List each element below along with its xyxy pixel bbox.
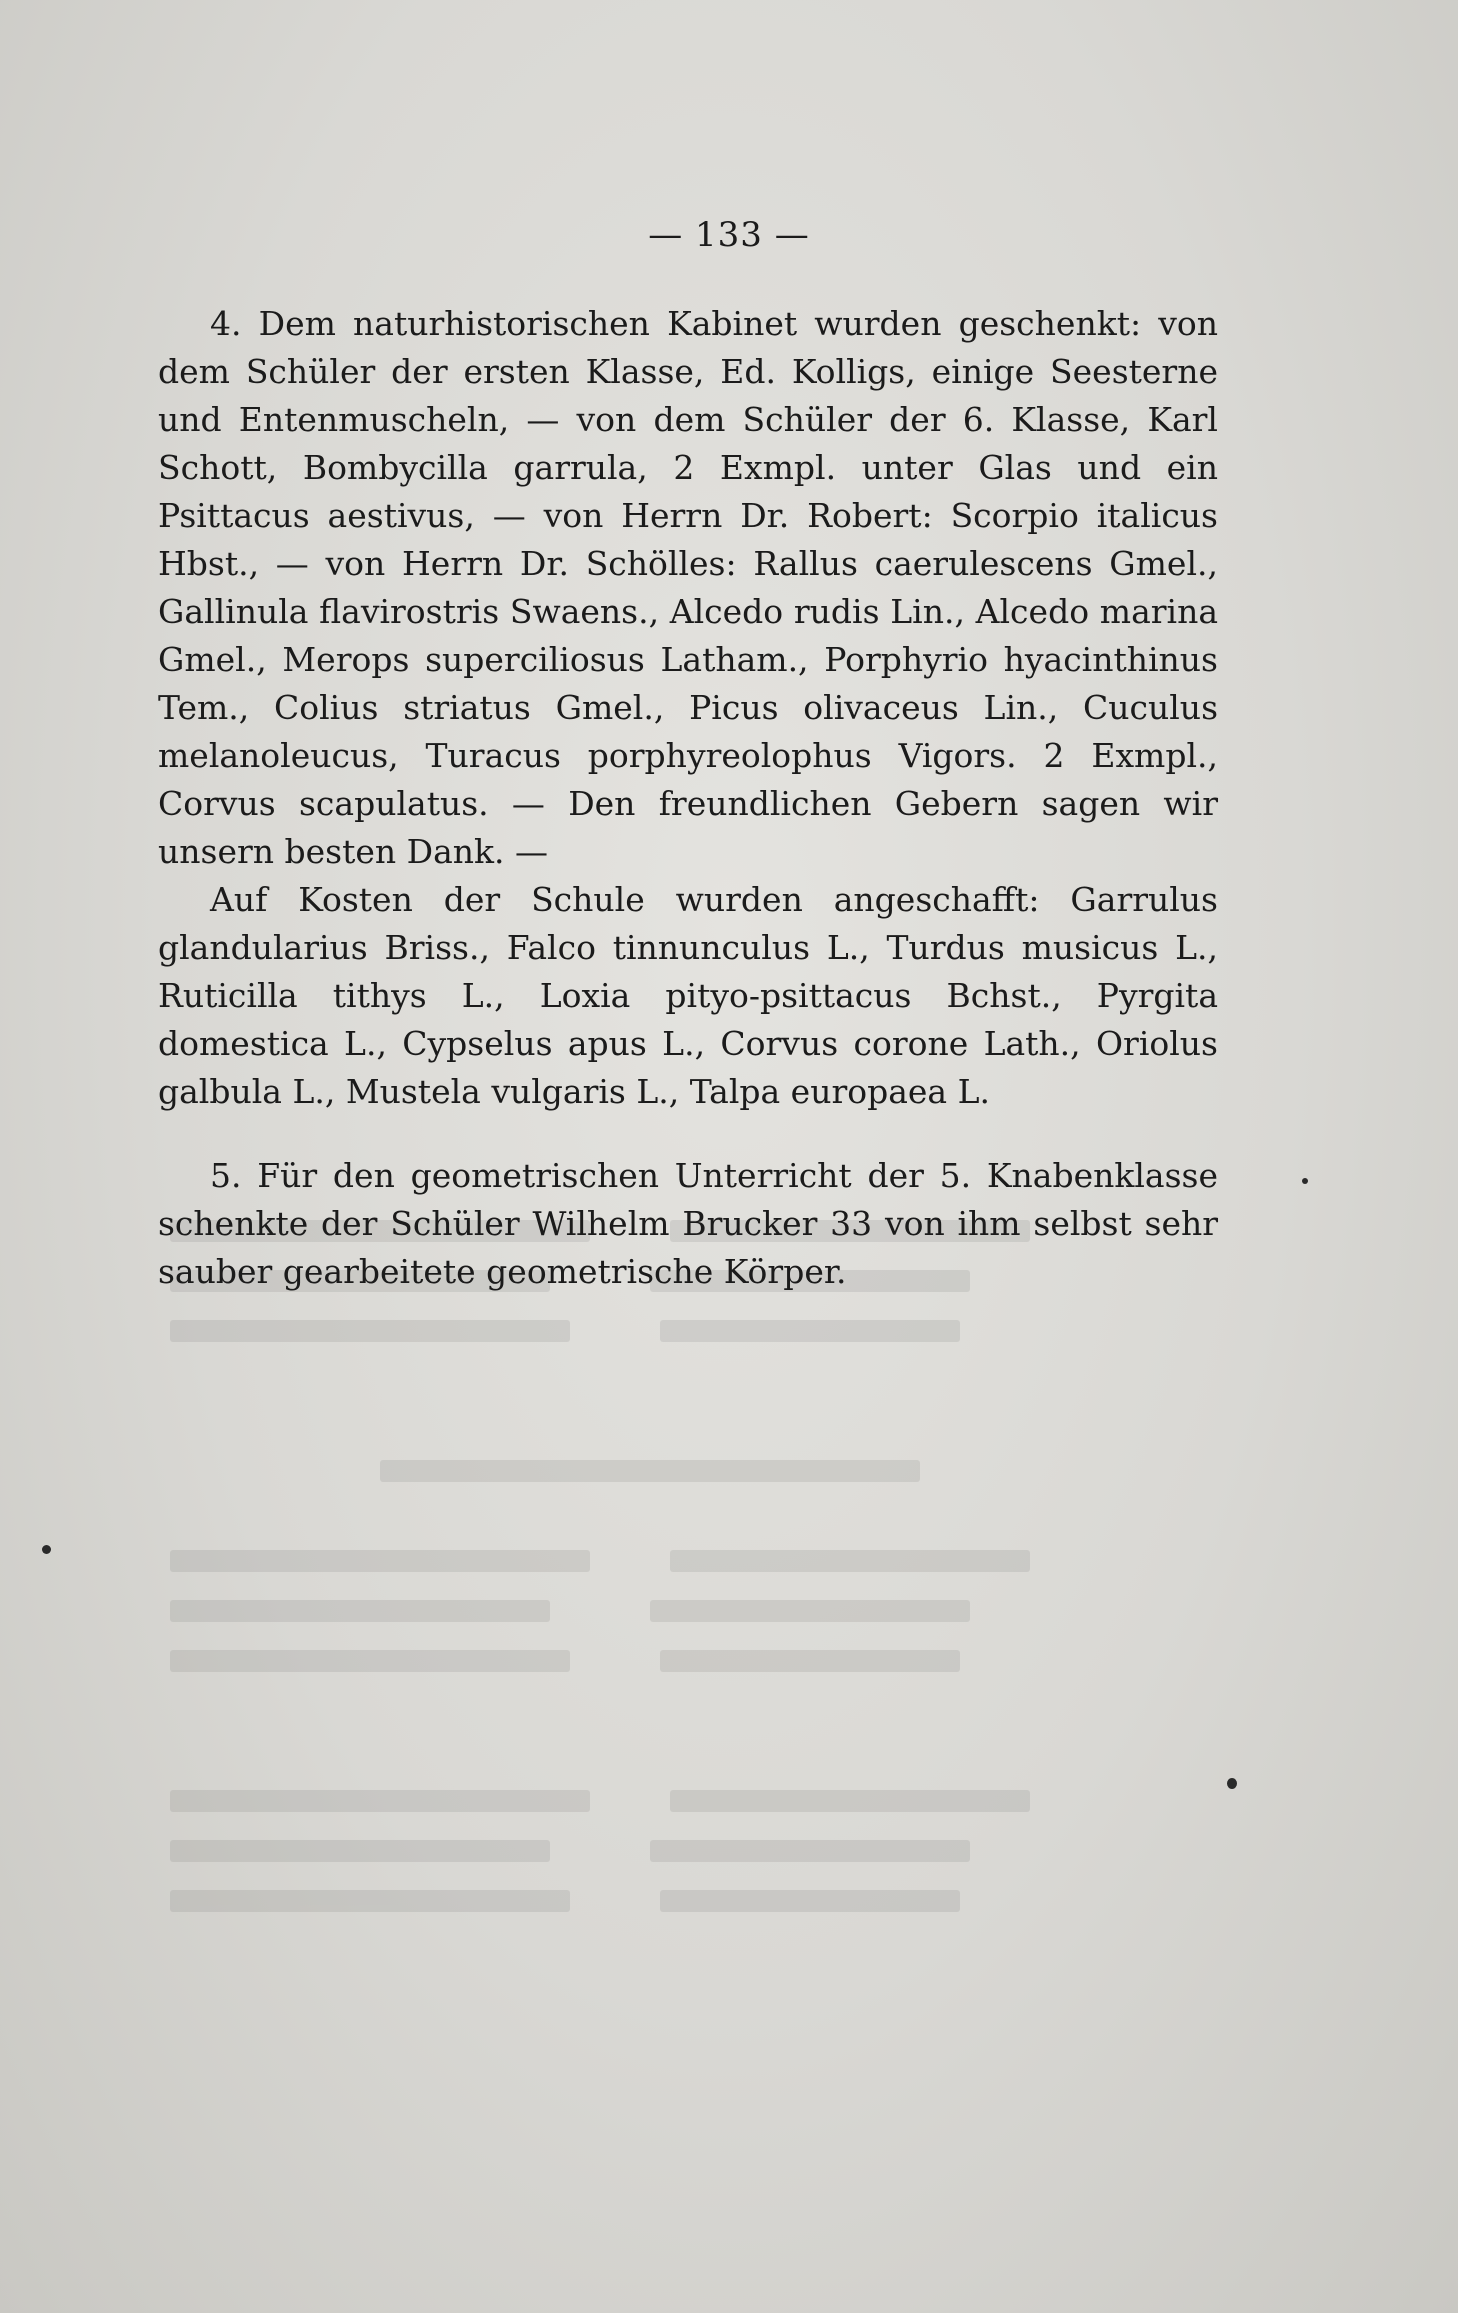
ink-speck <box>1302 1178 1308 1184</box>
paragraph-school-acquisitions: Auf Kosten der Schule wurden angeschafft: Garrulus glandularius Briss., Falco tinnunculus L., Turdus musicus L., Ruticilla tithys L., Loxia pityo-psittacus Bchst., Pyrgita domestica L., Cypselus apus L., Corvus corone Lath., Oriolus galbula L., Mustela vulgaris L., Talpa europaea L. <box>158 880 1218 1111</box>
body-text <box>158 300 1218 1296</box>
ink-speck <box>42 1545 51 1554</box>
paragraph-geometry-instruction: 5. Für den geometrischen Unterricht der 5. Knabenklasse schenkte der Schüler Wilhelm Brucker 33 von ihm selbst sehr sauber gearbeitete geometrische Körper. <box>158 1156 1218 1291</box>
page-number: — 133 — <box>648 215 810 255</box>
paragraph-natural-history-cabinet: 4. Dem naturhistorischen Kabinet wurden geschenkt: von dem Schüler der ersten Klasse, Ed. Kolligs, einige Seesterne und Entenmuscheln, — von dem Schüler der 6. Klasse, Karl Schott, Bombycilla garrula, 2 Exmpl. unter Glas und ein Psittacus aestivus, — von Herrn Dr. Robert: Scorpio italicus Hbst., — von Herrn Dr. Schölles: Rallus caerulescens Gmel., Gallinula flavirostris Swaens., Alcedo rudis Lin., Alcedo marina Gmel., Merops superciliosus Latham., Porphyrio hyacinthinus Tem., Colius striatus Gmel., Picus olivaceus Lin., Cuculus melanoleucus, Turacus porphyreolophus Vigors. 2 Exmpl., Corvus scapulatus. — Den freundlichen Gebern sagen wir unsern besten Dank. — <box>158 304 1218 871</box>
ink-speck <box>1227 1778 1237 1789</box>
reverse-side-bleed-through <box>150 1180 1250 2080</box>
